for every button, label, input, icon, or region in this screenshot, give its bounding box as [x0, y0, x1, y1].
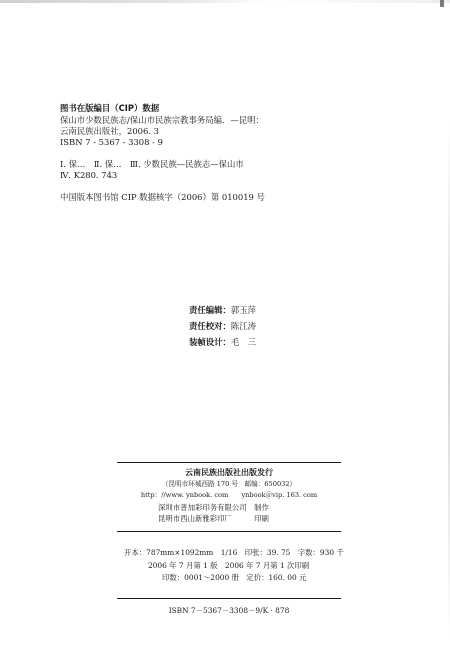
cip-classification: Ⅳ. K280. 743 — [60, 170, 118, 180]
credit-editor — [189, 302, 256, 318]
specs-run: 印数：0001～2000 册 定价：160. 00 元 — [162, 573, 307, 582]
cip-subjects: Ⅰ. 保… Ⅱ. 保… Ⅲ. 少数民族—民族志—保山市 — [60, 159, 244, 169]
credit-editor-label: 责任编辑： — [189, 305, 231, 315]
scan-top-border — [0, 0, 450, 3]
credit-proofreader — [189, 318, 256, 334]
credit-designer — [189, 334, 256, 350]
cip-heading: 图书在版编目（CIP）数据 — [60, 103, 160, 113]
footer-isbn: ISBN 7－5367－3308－9/K · 878 — [117, 598, 341, 616]
scan-corner-mark — [440, 0, 444, 7]
publisher-web: http：//www. ynbook. com ynbook＠vip. 163. com — [140, 491, 318, 499]
specs-format: 开本：787mm×1092mm 1/16 印张：39. 75 字数：930 千 — [124, 548, 344, 557]
specs-block — [124, 547, 344, 585]
cip-publisher-line: 云南民族出版社，2006. 3 — [60, 126, 159, 136]
credit-editor-value: 郭玉萍 — [230, 305, 256, 315]
credit-proofreader-value: 陈江涛 — [230, 321, 256, 331]
cip-title-line: 保山市少数民族志/保山市民族宗教事务局编．—昆明： — [60, 115, 264, 125]
credit-designer-value: 毛 三 — [230, 337, 256, 347]
cip-spacer — [60, 181, 390, 192]
credit-designer-label: 装帧设计： — [189, 337, 231, 347]
cip-isbn: ISBN 7 - 5367 - 3308 - 9 — [60, 137, 163, 147]
publisher-block — [117, 462, 341, 532]
cip-spacer — [60, 148, 390, 159]
credits-block — [189, 302, 256, 350]
publisher-printer: 昆明市西山新雅彩印厂 印刷 — [158, 514, 269, 523]
publisher-address: （昆明市环城西路 170 号 邮编：650032） — [161, 479, 297, 488]
cip-library-record: 中国版本图书馆 CIP 数据核字（2006）第 010019 号 — [60, 192, 265, 202]
cip-data-block — [60, 103, 390, 203]
credit-proofreader-label: 责任校对： — [189, 321, 231, 331]
publisher-producer: 深圳市普加彩印务有限公司 制作 — [158, 502, 269, 512]
specs-edition: 2006 年 7 月第 1 版 2006 年 7 月第 1 次印刷 — [148, 560, 310, 570]
publisher-title: 云南民族出版社出版发行 — [185, 468, 273, 477]
